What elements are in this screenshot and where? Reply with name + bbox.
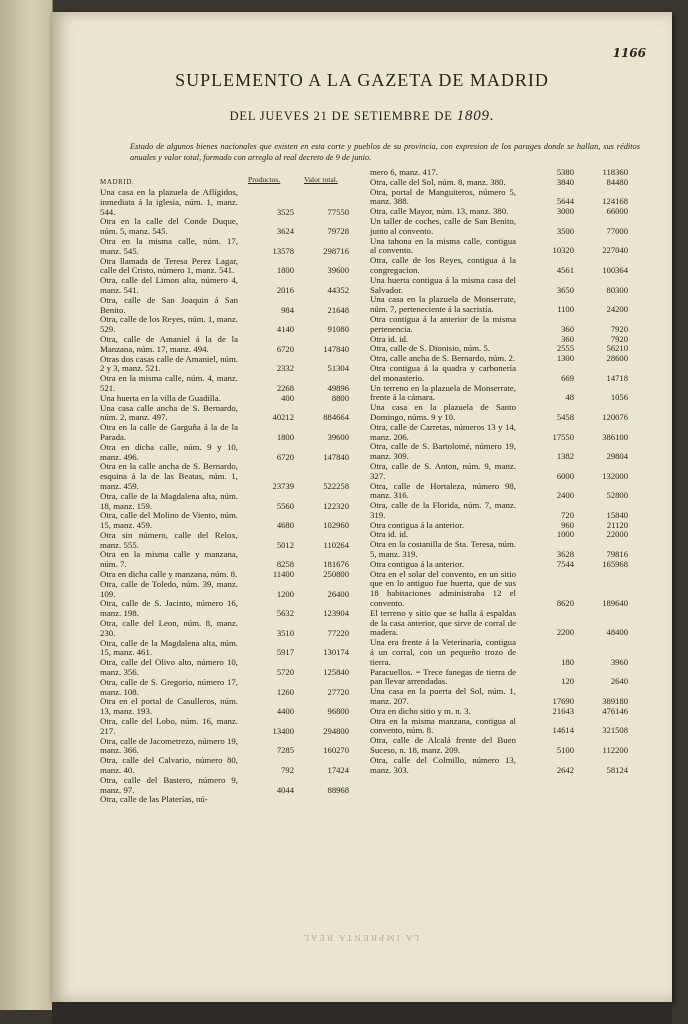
entry-valor-total: 48400 [606,627,628,638]
entry-valor-total: 250800 [323,569,349,580]
entry-description: Otra en el solar del convento, en un sitio que en lo antiguo fue huerta, que de sus 18 habitaciones administraba 12 el convento. [370,568,516,609]
entry-description: Una tahona en la misma calle, contigua al convento. [370,235,516,256]
entry-valor-total: 160270 [323,745,349,756]
ledger-entry [100,492,352,512]
document-page [52,12,672,1002]
entry-productos: 5917 [276,647,294,658]
column-header-productos: Productos. [248,175,281,184]
entry-description: Otra, calle de S. Jacinto, número 16, manz. 198. [100,598,238,619]
ledger-entry [100,257,352,277]
ledger-entry [370,462,645,482]
ledger-entry [100,423,352,443]
entry-valor-total: 77000 [606,225,628,236]
entry-productos: 3500 [556,225,574,236]
ledger-entry [370,570,645,609]
entry-description: Un terreno en la plazuela de Monserrate, frente á la cámara. [370,382,516,403]
entry-productos: 5012 [276,539,294,550]
entry-productos: 2642 [556,764,574,775]
right-column [370,168,645,775]
ledger-entry [370,403,645,423]
entry-valor-total: 124168 [602,196,628,207]
ledger-entry [370,423,645,443]
entry-productos: 180 [561,656,574,667]
ledger-entry [100,795,352,805]
entry-description: Otra, calle de S. Dionisio, núm. 5. [370,343,490,354]
entry-valor-total: 120076 [602,411,628,422]
ledger-entry [370,384,645,404]
ledger-entry [370,295,645,315]
entry-productos: 5380 [556,167,574,177]
entry-valor-total: 28600 [606,353,628,364]
entry-productos: 1800 [276,265,294,276]
entry-description: Otra, calle de Jacometrezo, número 19, manz. 366. [100,735,238,756]
entry-productos: 5720 [276,667,294,678]
ledger-entry [100,217,352,237]
entry-valor-total: 165968 [602,558,628,569]
ledger-entry [370,501,645,521]
entry-description: Otra en la calle de Garguña á la de la Parada. [100,422,238,442]
entry-valor-total: 132000 [602,470,628,481]
entry-productos: 48 [565,392,574,403]
entry-productos: 2555 [556,343,574,354]
entry-valor-total: 96800 [327,706,349,717]
entry-description: Otra, calle de los Reyes, núm. 1, manz. 529. [100,314,238,335]
entry-productos: 5644 [556,196,574,207]
entry-description: Otra, calle de las Platerías, nú- [100,794,208,805]
entry-description: Otra, calle de los Reyes, contigua á la congregacion. [370,255,516,275]
entry-valor-total: 386100 [602,431,628,442]
entry-productos: 120 [561,676,574,687]
ledger-entry [100,335,352,355]
entry-description: Otra, calle de la Magdalena alta, núm. 18, manz. 159. [100,490,238,511]
entry-productos: 14614 [552,725,574,736]
entry-productos: 2200 [556,627,574,638]
entry-productos: 2400 [556,490,574,501]
entry-valor-total: 476146 [602,705,628,716]
entry-productos: 17690 [552,696,574,707]
entry-valor-total: 56210 [606,343,628,354]
entry-productos: 23739 [272,480,294,491]
ledger-entry [100,296,352,316]
entry-valor-total: 15840 [606,509,628,520]
entry-description: Otras dos casas calle de Amaniel, núm. 2 y 3, manz. 521. [100,353,238,374]
entry-valor-total: 123904 [323,608,349,619]
entry-productos: 984 [281,304,294,315]
entry-description: Otra sin número, calle del Relox, manz. 555. [100,529,238,550]
ledger-entry [370,442,645,462]
ledger-entry [100,678,352,698]
ledger-entry [370,736,645,756]
entry-productos: 360 [561,333,574,344]
entry-valor-total: 91080 [327,324,349,335]
entry-description: Una era frente á la Veterinaria, contigua á un corral, con un pequeño trozo de tierra. [370,637,516,667]
entry-description: Otra en dicha calle, núm. 9 y 10, manz. 496. [100,441,238,462]
entry-description: Una casa calle ancha de S. Bernardo, núm. 2, manz. 497. [100,402,238,423]
entry-valor-total: 1056 [610,392,628,403]
entry-description: Otra, calle de S. Gregorio, número 17, manz. 108. [100,676,238,697]
entry-valor-total: 49896 [327,382,349,393]
entry-valor-total: 147840 [323,343,349,354]
entry-valor-total: 112200 [602,745,628,756]
ledger-entry [100,717,352,737]
entry-valor-total: 7920 [610,323,628,334]
entry-description: Otra, calle de Toledo, núm. 39, manz. 109. [100,578,238,599]
entry-valor-total: 77220 [327,627,349,638]
entry-description: Otra, portal de Manguiteros, número 5, manz. 388. [370,186,516,207]
ledger-entry [100,374,352,394]
ledger-entry [370,756,645,776]
entry-productos: 17550 [552,431,574,442]
ledger-entry [370,482,645,502]
entry-description: Otra, calle del Lobo, núm. 16, manz. 217. [100,716,238,736]
entry-valor-total: 22000 [606,529,628,540]
entry-description: Otra, calle de la Magdalena alta, núm. 15, manz. 461. [100,637,238,658]
entry-productos: 7544 [556,558,574,569]
entry-productos: 21643 [552,705,574,716]
entry-productos: 1382 [556,451,574,462]
entry-productos: 792 [281,765,294,776]
entry-description: Paracuellos. = Trece fanegas de tierra de pan llevar arrendadas. [370,666,516,687]
facing-page-edge [0,0,53,1010]
entry-description: Otra, calle del Calvario, número 80, manz. 40. [100,755,238,776]
entry-description: Otra, calle del Molino de Viento, núm. 15, manz. 459. [100,510,238,531]
entry-productos: 3525 [276,206,294,217]
entry-description: Otra contigua á la anterior. [370,519,465,530]
entry-description: Otra en la calle ancha de S. Bernardo, esquina á la de las Beatas, núm. 1, manz. 459. [100,461,238,491]
entry-valor-total: 77550 [327,206,349,217]
entry-valor-total: 79816 [606,549,628,560]
entry-valor-total: 39600 [327,265,349,276]
entry-valor-total: 58124 [606,764,628,775]
entry-description: Una huerta contigua á la misma casa del Salvador. [370,274,516,295]
entry-description: Otra en el portal de Casulleros, núm. 13, manz. 193. [100,696,238,717]
entry-description: Otra contigua á la quadra y carbonería del monasterio. [370,362,516,383]
ledger-entry [370,237,645,257]
entry-valor-total: 80300 [606,284,628,295]
entry-description: Otra, calle del Leon, núm. 8, manz. 230. [100,618,238,638]
entry-productos: 8258 [276,559,294,570]
entry-productos: 4400 [276,706,294,717]
entry-valor-total: 26400 [327,588,349,599]
entry-valor-total: 79728 [327,226,349,237]
entry-valor-total: 118360 [602,167,628,177]
entry-valor-total: 102960 [323,520,349,531]
ledger-entry [370,521,645,531]
entry-productos: 7285 [276,745,294,756]
entry-productos: 400 [281,392,294,403]
ledger-entry [100,658,352,678]
entry-valor-total: 14718 [606,372,628,383]
entry-description: Otra, calle de Carretas, números 13 y 14, manz. 206. [370,421,516,442]
page-number: 1166 [612,46,646,60]
ledger-entry [370,609,645,638]
entry-description: Otra en dicho sitio y m. n. 3. [370,705,471,716]
entry-description: Otra en la misma calle, núm. 4, manz. 521. [100,373,238,393]
ledger-entry [100,599,352,619]
entry-valor-total: 522258 [323,480,349,491]
ledger-entry [370,256,645,276]
entry-description: Una casa en la puerta del Sol, núm. 1, manz. 207. [370,686,516,707]
entry-description: Otra, calle de San Joaquin á San Benito. [100,294,238,315]
ledger-entry [100,276,352,296]
entry-description: Una casa en la plazuela de Santo Domingo, núms. 9 y 10. [370,402,516,422]
ledger-entry [100,315,352,335]
entry-productos: 1200 [276,588,294,599]
entry-productos: 1000 [556,529,574,540]
ledger-entry [100,697,352,717]
entry-valor-total: 147840 [323,451,349,462]
ledger-entry [100,531,352,551]
entry-productos: 4561 [556,264,574,275]
ledger-entry [370,638,645,667]
entry-productos: 5458 [556,411,574,422]
entry-valor-total: 84480 [606,176,628,187]
entry-description: Otra, calle de Alcalá frente del Buen Suceso, n. 18, manz. 209. [370,735,516,756]
entry-description: Otra, calle de S. Bartolomé, número 19, manz. 309. [370,441,516,462]
intro-paragraph: Estado de algunos bienes nacionales que existen en esta corte y pueblos de su provincia, con expresion de los parages donde se hallan, sus réditos anuales y valor total, formado con arreglo al real decreto de 9 de junio. [130,142,640,162]
ledger-entry [100,619,352,639]
entry-description: Otra llamada de Teresa Perez Lagar, calle del Cristo, número 1, manz. 541. [100,255,238,276]
entry-productos: 3624 [276,226,294,237]
entry-description: Una casa en la plazuela de Monserrate, núm. 7, perteneciente á la sacristía. [370,294,516,315]
entry-description: Un taller de coches, calle de San Benito, junto al convento. [370,215,516,236]
ledger-entry [370,668,645,688]
ledger-entry [370,540,645,560]
ledger-entry [100,404,352,424]
page-shadow [52,1002,672,1024]
entry-description: Otra contigua á la anterior de la misma pertenencia. [370,313,516,334]
entry-productos: 1100 [557,304,574,315]
entry-valor-total: 389180 [602,696,628,707]
entry-valor-total: 298716 [323,245,349,256]
bottom-imprint: LA IMPRENTA REAL [302,933,420,942]
entry-productos: 40212 [272,412,294,423]
entry-valor-total: 321508 [602,725,628,736]
entry-valor-total: 29804 [606,451,628,462]
entry-description: Otra en la misma calle, núm. 17, manz. 545. [100,235,238,256]
entry-description: Otra en la costanilla de Sta. Teresa, núm. 5, manz. 319. [370,539,516,560]
ledger-entry [100,462,352,491]
entry-description: Otra en la misma manzana, contigua al convento, núm. 8. [370,715,516,736]
ledger-entry [100,776,352,796]
ledger-entry [100,237,352,257]
entry-description: Otra en la misma calle y manzana, núm. 7. [100,549,238,570]
ledger-entry [100,443,352,463]
entry-description: Otra, calle de Hortaleza, número 98, manz. 316. [370,480,516,501]
ledger-entry [100,355,352,375]
entry-valor-total: 125840 [323,667,349,678]
entry-description: Otra en dicha calle y manzana, núm. 8. [100,569,238,580]
entry-productos: 2332 [276,363,294,374]
entry-productos: 2016 [276,284,294,295]
entry-description: Otra, calle del Olivo alto, número 10, manz. 356. [100,657,238,678]
entry-description: Otra, calle de la Florida, núm. 7, manz. 319. [370,500,516,520]
entry-productos: 3510 [276,627,294,638]
entry-description: Otra contigua á la anterior. [370,558,465,569]
ledger-entry [370,687,645,707]
column-header-valor: Valor total. [304,175,338,184]
left-column [100,188,352,805]
entry-valor-total: 3960 [610,656,628,667]
entry-valor-total: 130174 [323,647,349,658]
entry-productos: 1260 [276,686,294,697]
section-heading: MADRID. [100,178,135,186]
entry-valor-total: 66000 [606,206,628,217]
entry-valor-total: 51304 [327,363,349,374]
entry-valor-total: 52800 [606,490,628,501]
entry-valor-total: 27720 [327,686,349,697]
entry-productos: 5632 [276,608,294,619]
entry-productos: 13400 [272,725,294,736]
entry-valor-total: 100364 [602,264,628,275]
entry-productos: 5100 [556,745,574,756]
entry-description: Otra, calle de Amaniel á la de la Manzana, núm. 17, manz. 494. [100,333,238,354]
entry-productos: 8620 [556,598,574,609]
entry-productos: 1300 [556,353,574,364]
ledger-entry [100,511,352,531]
entry-productos: 4044 [276,784,294,795]
entry-valor-total: 181676 [323,559,349,570]
entry-productos: 2268 [276,382,294,393]
entry-productos: 720 [561,509,574,520]
entry-valor-total: 39600 [327,431,349,442]
entry-description: El terreno y sitio que se halla á espaldas de la casa anterior, que sirve de corral de madera. [370,607,516,638]
entry-productos: 960 [561,519,574,530]
entry-valor-total: 8800 [331,392,349,403]
ledger-entry [370,717,645,737]
ledger-entry [370,364,645,384]
entry-valor-total: 294800 [323,725,349,736]
entry-valor-total: 88968 [327,784,349,795]
ledger-entry [100,639,352,659]
ledger-entry [100,737,352,757]
entry-valor-total: 44352 [327,284,349,295]
ledger-entry [100,188,352,217]
subtitle-text: DEL JUEVES 21 DE SETIEMBRE DE [229,109,453,123]
entry-valor-total: 227040 [602,245,628,256]
entry-productos: 13578 [272,245,294,256]
entry-productos: 3000 [556,206,574,217]
entry-productos: 10320 [552,245,574,256]
entry-valor-total: 24200 [606,304,628,315]
entry-valor-total: 7920 [610,333,628,344]
page-subtitle [52,108,672,125]
entry-productos: 6000 [556,470,574,481]
entry-valor-total: 21120 [606,519,628,530]
ledger-entry [370,217,645,237]
entry-productos: 360 [561,323,574,334]
entry-valor-total: 17424 [327,765,349,776]
entry-description: Otra id. id. [370,333,409,344]
entry-description: Otra id. id. [370,529,409,540]
entry-description: Otra, calle del Bastero, número 9, manz. 97. [100,774,238,795]
entry-productos: 6720 [276,343,294,354]
entry-valor-total: 122320 [323,500,349,511]
ledger-entry [370,315,645,335]
entry-valor-total: 110264 [323,539,349,550]
ledger-entry [100,550,352,570]
subtitle-year: 1809. [456,108,495,124]
entry-valor-total: 2640 [610,676,628,687]
entry-description: Otra, calle del Limon alta, número 4, manz. 541. [100,275,238,295]
entry-productos: 4140 [276,324,294,335]
entry-description: Una huerta en la villa de Guadilla. [100,392,221,403]
entry-valor-total: 21648 [327,304,349,315]
entry-productos: 6720 [276,451,294,462]
entry-productos: 5560 [276,500,294,511]
ledger-entry [100,756,352,776]
entry-productos: 3628 [556,549,574,560]
entry-productos: 11400 [272,569,294,580]
ledger-entry [100,580,352,600]
page-title: SUPLEMENTO A LA GAZETA DE MADRID [175,70,549,90]
entry-description: Otra, calle ancha de S. Bernardo, núm. 2. [370,353,516,364]
ledger-entry [370,188,645,208]
entry-productos: 3650 [556,284,574,295]
entry-productos: 3840 [556,176,574,187]
entry-description: Otra, calle del Sol, núm. 8, manz. 380. [370,176,506,187]
entry-description: Otra, calle del Colmillo, número 13, manz. 303. [370,754,516,775]
entry-description: Otra, calle de S. Anton, núm. 9, manz. 327. [370,460,516,481]
entry-productos: 4680 [276,520,294,531]
entry-valor-total: 884664 [323,412,349,423]
entry-description: mero 6, manz. 417. [370,167,438,177]
entry-valor-total: 189640 [602,598,628,609]
entry-description: Otra, calle Mayor, núm. 13, manz. 380. [370,206,509,217]
entry-description: Otra en la calle del Conde Duque, núm. 5, manz. 545. [100,216,238,237]
entry-productos: 669 [561,372,574,383]
entry-productos: 1800 [276,431,294,442]
ledger-entry [370,276,645,296]
entry-description: Una casa en la plazuela de Aflígidos, inmediata á la iglesia, núm. 1, manz. 544. [100,187,238,217]
